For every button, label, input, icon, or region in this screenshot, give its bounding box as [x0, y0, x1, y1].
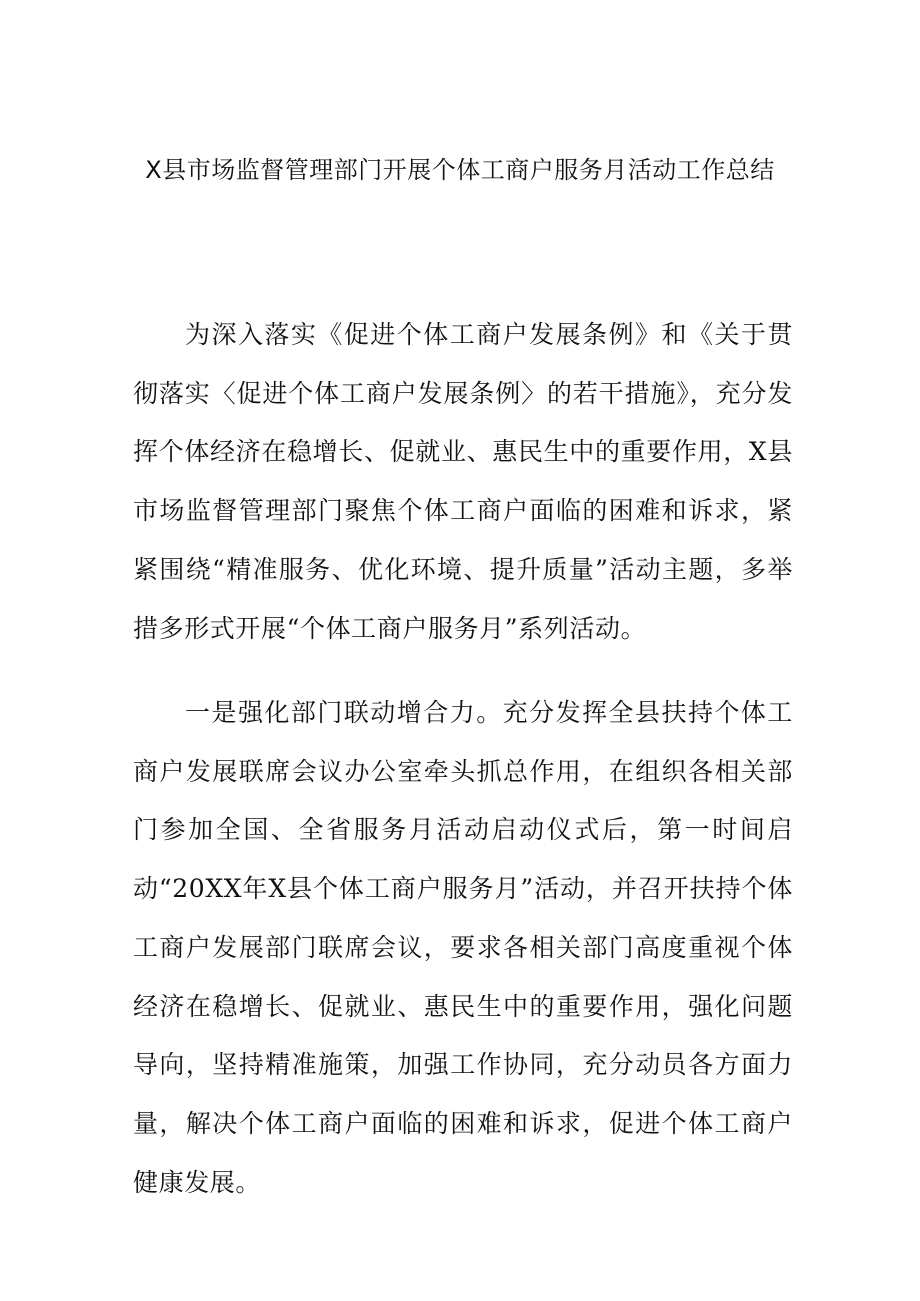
document-title: X县市场监督管理部门开展个体工商户服务月活动工作总结 — [145, 156, 775, 184]
paragraph-section-1: 一是强化部门联动增合力。充分发挥全县扶持个体工商户发展联席会议办公室牵头抓总作用，在组织各相关部门参加全国、全省服务月活动启动仪式后，第一时间启动“20XX年X县个体工商户服务月”活动，并召开扶持个体工商户发展部门联席会议，要求各相关部门高度重视个体经济在稳增长、促就业、惠民生中的重要作用，强化问题导向，坚持精准施策，加强工作协同，充分动员各方面力量，解决个体工商户面临的困难和诉求，促进个体工商户健康发展。 — [133, 698, 793, 1197]
paragraph-intro: 为深入落实《促进个体工商户发展条例》和《关于贯彻落实〈促进个体工商户发展条例〉的若干措施》，充分发挥个体经济在稳增长、促就业、惠民生中的重要作用，X县市场监督管理部门聚焦个体工商户面临的困难和诉求，紧紧围绕“精准服务、优化环境、提升质量”活动主题，多举措多形式开展“个体工商户服务月”系列活动。 — [133, 320, 793, 643]
